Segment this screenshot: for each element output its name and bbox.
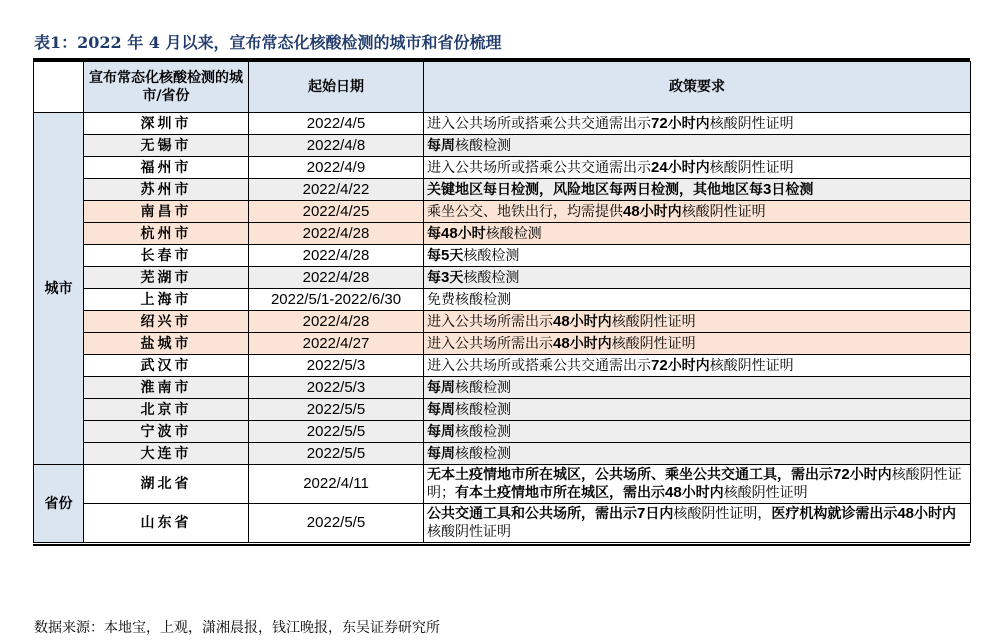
region-name: 湖北省 bbox=[84, 465, 249, 504]
start-date: 2022/5/5 bbox=[249, 421, 424, 443]
policy-requirement bbox=[424, 504, 971, 543]
policy-emphasis: 关键地区每日检测，风险地区每两日检测，其他地区每3日检测 bbox=[427, 180, 814, 198]
group-label-city: 城市 bbox=[34, 113, 84, 465]
policy-text: 核酸阴性证明 bbox=[723, 485, 808, 501]
table-bottom-rule bbox=[33, 544, 970, 546]
start-date: 2022/4/9 bbox=[249, 157, 424, 179]
start-date: 2022/4/22 bbox=[249, 179, 424, 201]
start-date: 2022/4/25 bbox=[249, 201, 424, 223]
city-row bbox=[34, 223, 971, 245]
region-name: 山东省 bbox=[84, 504, 249, 543]
start-date: 2022/4/28 bbox=[249, 245, 424, 267]
province-row bbox=[34, 504, 971, 543]
group-label-province: 省份 bbox=[34, 465, 84, 543]
policy-requirement bbox=[424, 267, 971, 289]
region-name: 上海市 bbox=[84, 289, 249, 311]
policy-text: 进入公共场所或搭乘公共交通需出示 bbox=[427, 115, 651, 132]
policy-requirement bbox=[424, 443, 971, 465]
city-row bbox=[34, 135, 971, 157]
policy-emphasis: 公共交通工具和公共场所，需出示7日内 bbox=[427, 505, 674, 522]
policy-text: 核酸检测 bbox=[455, 401, 511, 418]
policy-text: 进入公共场所需出示 bbox=[427, 335, 553, 352]
policy-text: 核酸阴性证明 bbox=[611, 335, 696, 352]
city-row bbox=[34, 113, 971, 135]
header-name: 宣布常态化核酸检测的城市/省份 bbox=[84, 62, 249, 113]
policy-emphasis: 每周 bbox=[427, 445, 455, 462]
start-date: 2022/4/11 bbox=[249, 465, 424, 504]
region-name: 北京市 bbox=[84, 399, 249, 421]
policy-requirement bbox=[424, 289, 971, 311]
region-name: 长春市 bbox=[84, 245, 249, 267]
policy-emphasis: 每周 bbox=[427, 379, 455, 396]
region-name: 武汉市 bbox=[84, 355, 249, 377]
start-date: 2022/5/5 bbox=[249, 504, 424, 543]
region-name: 盐城市 bbox=[84, 333, 249, 355]
policy-requirement bbox=[424, 245, 971, 267]
policy-emphasis: 每48小时 bbox=[427, 224, 486, 242]
source-note: 数据来源：本地宝，上观，潇湘晨报，钱江晚报，东吴证券研究所 bbox=[34, 620, 440, 636]
start-date: 2022/4/28 bbox=[249, 311, 424, 333]
policy-text: 核酸检测 bbox=[455, 379, 511, 396]
city-row bbox=[34, 245, 971, 267]
start-date: 2022/4/28 bbox=[249, 267, 424, 289]
policy-requirement bbox=[424, 113, 971, 135]
region-name: 福州市 bbox=[84, 157, 249, 179]
table-header-row bbox=[34, 62, 971, 113]
header-date: 起始日期 bbox=[249, 62, 424, 113]
city-row bbox=[34, 377, 971, 399]
policy-text: 核酸阴性证明 bbox=[709, 115, 794, 132]
policy-emphasis: 每周 bbox=[427, 137, 455, 154]
region-name: 无锡市 bbox=[84, 135, 249, 157]
policy-text: 核酸检测 bbox=[455, 137, 511, 154]
policy-requirement bbox=[424, 179, 971, 201]
policy-requirement bbox=[424, 333, 971, 355]
start-date: 2022/5/5 bbox=[249, 443, 424, 465]
policy-emphasis: 24小时内 bbox=[651, 158, 710, 176]
start-date: 2022/4/27 bbox=[249, 333, 424, 355]
policy-requirement bbox=[424, 201, 971, 223]
table-title: 表1：2022 年 4 月以来，宣布常态化核酸检测的城市和省份梳理 bbox=[34, 33, 502, 52]
city-row bbox=[34, 443, 971, 465]
policy-text: 核酸阴性证明 bbox=[709, 159, 794, 176]
policy-emphasis: 48小时内 bbox=[553, 312, 612, 330]
start-date: 2022/5/5 bbox=[249, 399, 424, 421]
region-name: 南昌市 bbox=[84, 201, 249, 223]
policy-text: 核酸阴性证明 bbox=[611, 313, 696, 330]
region-name: 宁波市 bbox=[84, 421, 249, 443]
policy-requirement bbox=[424, 311, 971, 333]
policy-text: 核酸检测 bbox=[455, 445, 511, 462]
policy-emphasis: 每周 bbox=[427, 401, 455, 418]
policy-emphasis: 每周 bbox=[427, 423, 455, 440]
policy-requirement bbox=[424, 355, 971, 377]
start-date: 2022/4/8 bbox=[249, 135, 424, 157]
policy-text: 核酸检测 bbox=[485, 225, 542, 242]
policy-emphasis: 48小时内 bbox=[623, 202, 682, 220]
city-row bbox=[34, 289, 971, 311]
policy-emphasis: 72小时内 bbox=[651, 114, 710, 132]
policy-text: 核酸阴性证明 bbox=[427, 524, 511, 540]
city-row bbox=[34, 333, 971, 355]
region-name: 苏州市 bbox=[84, 179, 249, 201]
policy-emphasis: 每3天 bbox=[427, 268, 464, 286]
policy-text: 进入公共场所或搭乘公共交通需出示 bbox=[427, 159, 651, 176]
policy-emphasis: 每5天 bbox=[427, 246, 464, 264]
policy-requirement bbox=[424, 223, 971, 245]
policy-emphasis: 医疗机构就诊需出示48小时内 bbox=[771, 505, 957, 522]
city-row bbox=[34, 355, 971, 377]
policy-requirement bbox=[424, 377, 971, 399]
policy-emphasis: 48小时内 bbox=[553, 334, 612, 352]
policy-text: 核酸阴性证明， bbox=[673, 506, 772, 522]
policy-table bbox=[33, 61, 971, 543]
start-date: 2022/4/5 bbox=[249, 113, 424, 135]
policy-emphasis: 有本土疫情地市所在城区，需出示48小时内 bbox=[455, 484, 724, 501]
region-name: 淮南市 bbox=[84, 377, 249, 399]
policy-emphasis: 72小时内 bbox=[651, 356, 710, 374]
city-row bbox=[34, 399, 971, 421]
policy-text: 核酸检测 bbox=[463, 269, 520, 286]
start-date: 2022/5/1-2022/6/30 bbox=[249, 289, 424, 311]
region-name: 杭州市 bbox=[84, 223, 249, 245]
policy-requirement bbox=[424, 135, 971, 157]
city-row bbox=[34, 267, 971, 289]
policy-text: 核酸阴性证明 bbox=[681, 203, 766, 220]
policy-text: 核酸检测 bbox=[455, 423, 511, 440]
city-row bbox=[34, 179, 971, 201]
start-date: 2022/4/28 bbox=[249, 223, 424, 245]
start-date: 2022/5/3 bbox=[249, 377, 424, 399]
start-date: 2022/5/3 bbox=[249, 355, 424, 377]
province-row bbox=[34, 465, 971, 504]
city-row bbox=[34, 421, 971, 443]
city-row bbox=[34, 201, 971, 223]
policy-text: 核酸检测 bbox=[463, 247, 520, 264]
policy-text: 乘坐公交、地铁出行，均需提供 bbox=[427, 203, 623, 220]
table-body bbox=[34, 113, 971, 543]
policy-emphasis: 无本土疫情地市所在城区，公共场所、乘坐公共交通工具，需出示72小时内 bbox=[427, 466, 892, 483]
header-policy: 政策要求 bbox=[424, 62, 971, 113]
city-row bbox=[34, 311, 971, 333]
policy-requirement bbox=[424, 399, 971, 421]
policy-text: 核酸阴性证明； bbox=[427, 467, 962, 501]
region-name: 芜湖市 bbox=[84, 267, 249, 289]
policy-text: 进入公共场所或搭乘公共交通需出示 bbox=[427, 357, 651, 374]
policy-text: 核酸阴性证明 bbox=[709, 357, 794, 374]
region-name: 深圳市 bbox=[84, 113, 249, 135]
policy-requirement bbox=[424, 421, 971, 443]
policy-requirement bbox=[424, 157, 971, 179]
region-name: 绍兴市 bbox=[84, 311, 249, 333]
policy-requirement bbox=[424, 465, 971, 504]
policy-text: 免费核酸检测 bbox=[427, 291, 511, 308]
policy-text: 进入公共场所需出示 bbox=[427, 313, 553, 330]
region-name: 大连市 bbox=[84, 443, 249, 465]
city-row bbox=[34, 157, 971, 179]
header-blank-cell bbox=[34, 62, 84, 113]
